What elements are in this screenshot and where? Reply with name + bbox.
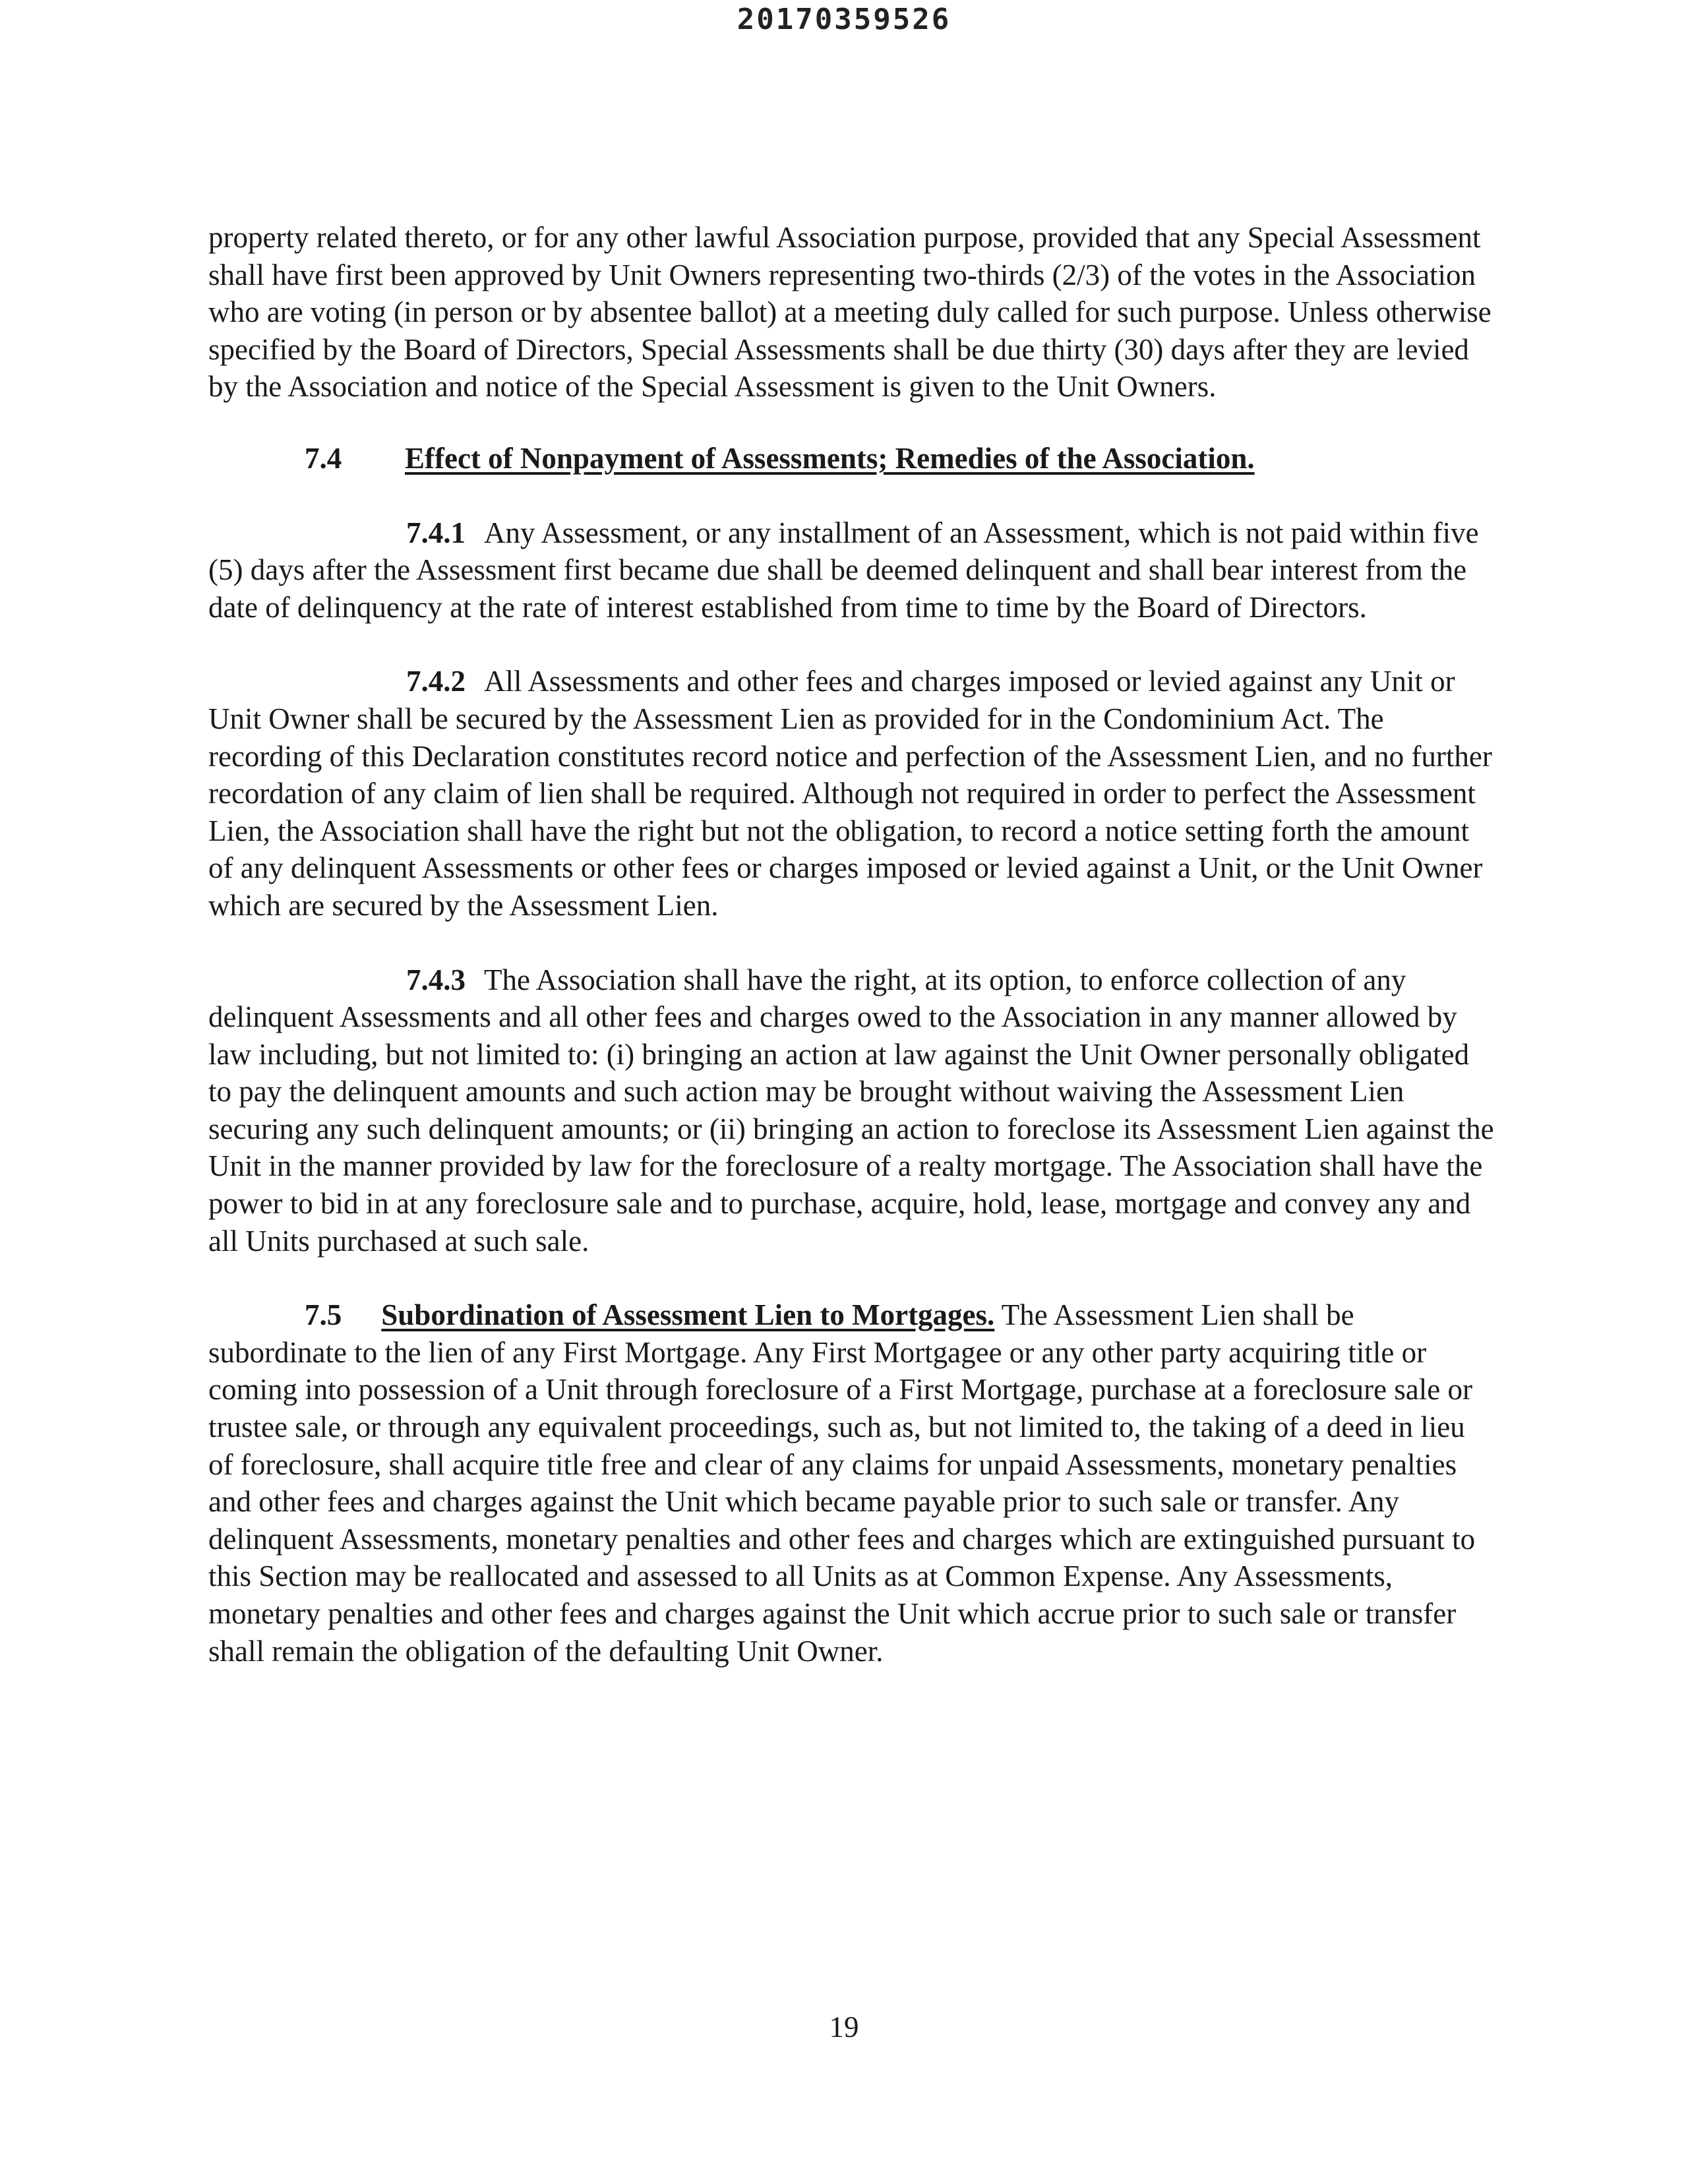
section-7-4-2-text: All Assessments and other fees and charges imposed or levied against any Unit or Unit Owner shall be secured by the Assessment Lien as provided for in the Condominium Act. The recording of this Declaration constitutes record notice and perfection of the Assessment Lien, and no further recordation of any claim of lien shall be required. Although not required in order to perfect the Assessment Lien, the Association shall have the right but not the obligation, to record a notice setting forth the amount of any delinquent Assessments or other fees or charges imposed or levied against a Unit, or the Unit Owner which are secured by the Assessment Lien. xyxy=(208,665,1492,922)
section-7-4-1-number: 7.4.1 xyxy=(406,516,466,549)
document-body xyxy=(208,219,1497,1670)
page-number: 19 xyxy=(829,2011,859,2044)
intro-paragraph: property related thereto, or for any other lawful Association purpose, provided that any Special Assessment shall have first been approved by Unit Owners representing two-thirds (2/3) of the votes in the Association who are voting (in person or by absentee ballot) at a meeting duly called for such purpose. Unless otherwise specified by the Board of Directors, Special Assessments shall be due thirty (30) days after they are levied by the Association and notice of the Special Assessment is given to the Unit Owners. xyxy=(208,221,1492,404)
section-7-5-title: Subordination of Assessment Lien to Mortgages. xyxy=(381,1298,995,1332)
section-7-4-1-paragraph xyxy=(208,514,1497,626)
section-7-4-number: 7.4 xyxy=(305,441,342,475)
section-7-4-1-text: Any Assessment, or any installment of an Assessment, which is not paid within five (5) days after the Assessment first became due shall be deemed delinquent and shall bear interest from the date of delinquency at the rate of interest established from time to time by the Board of Directors. xyxy=(208,516,1479,624)
section-7-4-title: Effect of Nonpayment of Assessments; Remedies of the Association. xyxy=(405,441,1255,475)
section-7-4-2-paragraph xyxy=(208,663,1497,924)
section-7-5-number: 7.5 xyxy=(305,1298,342,1332)
section-7-4-heading xyxy=(208,440,1497,477)
section-7-4-2-number: 7.4.2 xyxy=(406,665,466,698)
section-7-5-text: The Assessment Lien shall be subordinate to the lien of any First Mortgage. Any First Mortgagee or any other party acquiring title or coming into possession of a Unit through foreclosure of a First Mortgage, purchase at a foreclosure sale or trustee sale, or through any equivalent proceedings, such as, but not limited to, the taking of a deed in lieu of foreclosure, shall acquire title free and clear of any claims for unpaid Assessments, monetary penalties and other fees and charges against the Unit which became payable prior to such sale or transfer. Any delinquent Assessments, monetary penalties and other fees and charges which are extinguished pursuant to this Section may be reallocated and assessed to all Units as at Common Expense. Any Assessments, monetary penalties and other fees and charges against the Unit which accrue prior to such sale or transfer shall remain the obligation of the defaulting Unit Owner. xyxy=(208,1298,1476,1668)
section-7-4-3-paragraph xyxy=(208,961,1497,1260)
section-7-4-3-number: 7.4.3 xyxy=(406,963,466,996)
document-number: 20170359526 xyxy=(737,3,951,36)
section-7-4-3-text: The Association shall have the right, at its option, to enforce collection of any delinquent Assessments and all other fees and charges owed to the Association in any manner allowed by law including, but not limited to: (i) bringing an action at law against the Unit Owner personally obligated to pay the delinquent amounts and such action may be brought without waiving the Assessment Lien securing any such delinquent amounts; or (ii) bringing an action to foreclose its Assessment Lien against the Unit in the manner provided by law for the foreclosure of a realty mortgage. The Association shall have the power to bid in at any foreclosure sale and to purchase, acquire, hold, lease, mortgage and convey any and all Units purchased at such sale. xyxy=(208,963,1494,1258)
section-7-5-paragraph xyxy=(208,1296,1497,1670)
